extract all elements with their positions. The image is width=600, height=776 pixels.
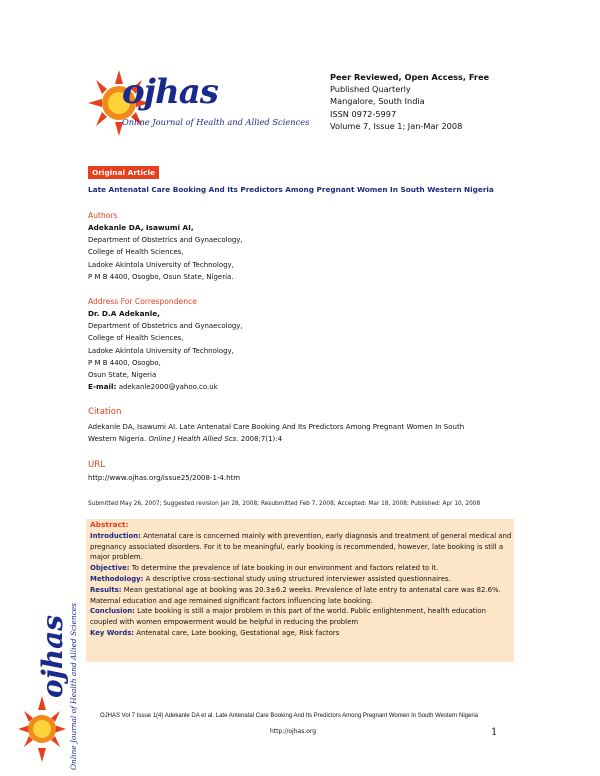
abstract-content: [90, 520, 512, 639]
introduction-label: Introduction:: [90, 531, 141, 540]
correspondence-email-row: [88, 381, 243, 393]
citation-journal: Online J Health Allied Scs.: [148, 435, 239, 444]
citation-line-2: [88, 433, 464, 445]
abstract-conclusion: [90, 606, 512, 628]
journal-volume: Volume 7, Issue 1; Jan-Mar 2008: [330, 120, 463, 131]
side-sun-icon: [18, 696, 66, 762]
journal-frequency: Published Quarterly: [330, 84, 411, 95]
abstract-box: [86, 519, 514, 662]
journal-info: [330, 71, 489, 132]
citation-volume: 2008;7(1):4: [240, 435, 283, 444]
abstract-methodology: [90, 574, 512, 585]
results-text: Mean gestational age at booking was 20.3±6.2 weeks. Prevalence of late entry to antenatal care was 82.6%. Maternal education and age remained significant factors influencing late booking.: [90, 585, 501, 605]
side-logo-wordmark: ojhas: [36, 614, 69, 698]
url-heading: URL: [88, 460, 106, 470]
results-label: Results:: [90, 585, 122, 594]
authors-heading: Authors: [88, 211, 118, 220]
author-affiliation-line: Department of Obstetrics and Gynaecology,: [88, 236, 243, 245]
correspondence-line: Osun State, Nigeria: [88, 371, 157, 380]
abstract-introduction: [90, 531, 512, 563]
abstract-results: [90, 585, 512, 607]
conclusion-text: Late booking is still a major problem in this part of the world. Public enlightenment, health education coupled with women empowerment would be helpful in reducing the problem: [90, 607, 486, 627]
side-journal-logo: [18, 540, 88, 770]
keywords-label: Key Words:: [90, 628, 135, 637]
citation-line: Adekanle DA, Isawumi AI. Late Antenatal Care Booking And Its Predictors Among Pregnant Women In South: [88, 423, 465, 431]
logo-wordmark: ojhas: [122, 72, 218, 112]
author-names: Adekanle DA, Isawumi AI,: [88, 223, 194, 232]
article-url-link[interactable]: http://www.ojhas.org/issue25/2008-1-4.htm: [88, 474, 241, 482]
correspondence-block: [88, 308, 243, 393]
authors-block: [88, 222, 243, 283]
journal-logo: [88, 70, 328, 142]
conclusion-label: Conclusion:: [90, 607, 135, 616]
citation-block: [88, 421, 464, 445]
author-affiliation-line: Ladoke Akintola University of Technology,: [88, 260, 234, 269]
correspondence-line: College of Health Sciences,: [88, 334, 184, 343]
journal-issn: ISSN 0972-5997: [330, 108, 397, 119]
citation-heading: Citation: [88, 407, 122, 417]
email-label: E-mail:: [88, 382, 117, 392]
citation-text: Western Nigeria.: [88, 435, 147, 444]
correspondence-line: Department of Obstetrics and Gynaecology,: [88, 322, 243, 331]
page-number: 1: [491, 727, 498, 738]
correspondence-line: P M B 4400, Osogbo,: [88, 358, 161, 367]
email-link[interactable]: adekanle2000@yahoo.co.uk: [118, 383, 218, 392]
methodology-text: A descriptive cross-sectional study using structured interviewer assisted questionnaires.: [145, 574, 451, 583]
correspondence-line: Ladoke Akintola University of Technology,: [88, 346, 234, 355]
article-title: Late Antenatal Care Booking And Its Predictors Among Pregnant Women In South Western Nigeria: [88, 185, 494, 194]
logo-subtitle: Online Journal of Health and Allied Sciences: [122, 117, 310, 127]
journal-location: Mangalore, South India: [330, 96, 425, 107]
keywords-text: Antenatal care, Late booking, Gestational age, Risk factors: [136, 628, 340, 637]
footer-url-link[interactable]: http://ojhas.org: [270, 728, 317, 735]
submission-history: Submitted May 26, 2007; Suggested revision Jan 28, 2008; Resubmitted Feb 7, 2008; Accepted: Mar 18, 2008; Published: Apr 10, 2008: [88, 501, 481, 507]
objective-text: To determine the prevalence of late booking in our environment and factors related to it.: [131, 564, 439, 573]
correspondence-name: Dr. D.A Adekanle,: [88, 309, 160, 318]
author-affiliation-line: P M B 4400, Osogbo, Osun State, Nigeria.: [88, 272, 234, 281]
methodology-label: Methodology:: [90, 574, 144, 583]
journal-tagline: Peer Reviewed, Open Access, Free: [330, 72, 490, 82]
abstract-keywords: [90, 628, 512, 639]
footer-citation: OJHAS Vol 7 Issue 1(4) Adekanle DA et al. Late Antenatal Care Booking And Its Predictors Among Pregnant Women In South Western Nigeria: [100, 713, 478, 719]
abstract-objective: [90, 563, 512, 574]
side-logo-graphic: [18, 540, 88, 770]
article-type-badge: Original Article: [88, 166, 159, 179]
abstract-heading: Abstract:: [90, 520, 129, 529]
objective-label: Objective:: [90, 564, 130, 573]
author-affiliation-line: College of Health Sciences,: [88, 248, 184, 257]
introduction-text: Antenatal care is concerned mainly with prevention, early diagnosis and treatment of general medical and pregnancy associated disorders. For it to be meaningful, early booking is recommended, however, late booking is still a major problem.: [90, 531, 512, 562]
correspondence-heading: Address For Correspondence: [88, 297, 197, 306]
side-logo-subtitle: Online Journal of Health and Allied Sciences: [69, 603, 78, 770]
